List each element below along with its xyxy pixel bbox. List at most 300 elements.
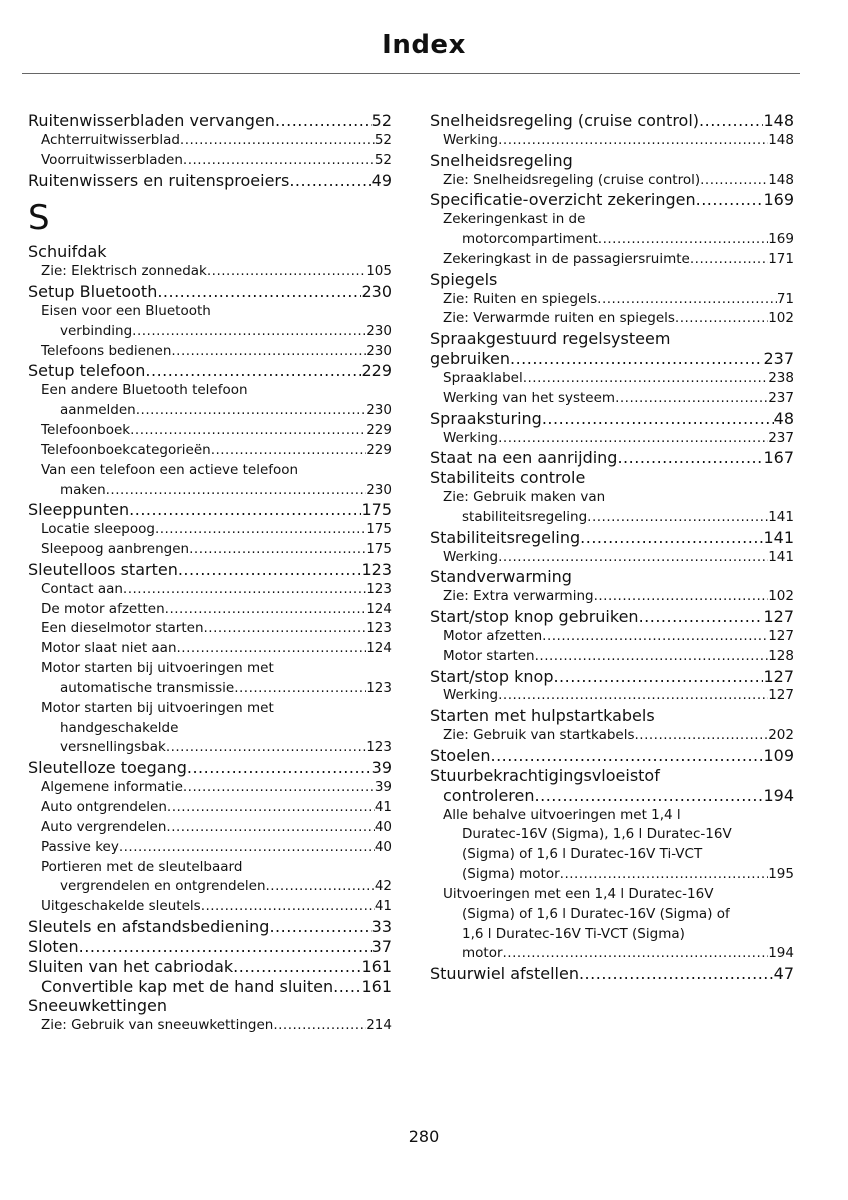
index-entry bbox=[430, 131, 794, 151]
entry-text: Standverwarming bbox=[430, 567, 572, 587]
entry-page: 48 bbox=[773, 408, 794, 428]
index-entry bbox=[28, 441, 392, 461]
index-column-right bbox=[430, 111, 794, 984]
entry-text: Telefoonboekcategorieën bbox=[41, 441, 211, 458]
entry-page: 52 bbox=[374, 151, 392, 168]
entry-page: 123 bbox=[366, 620, 392, 637]
entry-text: verbinding bbox=[60, 322, 133, 339]
index-entry bbox=[28, 917, 392, 937]
page-title: Index bbox=[382, 30, 466, 60]
entry-text: Werking bbox=[443, 429, 499, 446]
leader-dots bbox=[535, 647, 769, 667]
leader-dots bbox=[201, 897, 375, 917]
entry-page: 127 bbox=[763, 666, 794, 686]
entry-page: 161 bbox=[361, 956, 392, 976]
entry-text: (Sigma) motor bbox=[462, 866, 560, 883]
index-entry bbox=[28, 151, 392, 171]
index-entry bbox=[28, 838, 392, 858]
leader-dots bbox=[498, 131, 768, 151]
entry-text: Portieren met de sleutelbaard bbox=[41, 858, 243, 875]
index-entry bbox=[430, 548, 794, 568]
index-entry bbox=[28, 131, 392, 151]
section-letter-label: S bbox=[28, 198, 50, 239]
leader-dots bbox=[594, 587, 769, 607]
entry-text: maken bbox=[60, 481, 106, 498]
entry-page: 109 bbox=[763, 746, 794, 765]
leader-dots bbox=[183, 151, 375, 171]
index-entry bbox=[430, 786, 794, 806]
entry-text: Algemene informatie bbox=[41, 779, 183, 796]
leader-dots bbox=[491, 746, 764, 766]
leader-dots bbox=[166, 738, 366, 758]
index-entry bbox=[28, 111, 392, 131]
index-entry bbox=[430, 825, 794, 845]
entry-text: Auto vergrendelen bbox=[41, 818, 167, 835]
index-column-left bbox=[28, 111, 392, 1036]
entry-page: 128 bbox=[768, 647, 794, 664]
index-entry bbox=[28, 560, 392, 580]
entry-text: versnellingsbak bbox=[60, 739, 166, 756]
index-entry bbox=[430, 746, 794, 766]
index-entry bbox=[430, 111, 794, 131]
leader-dots bbox=[177, 639, 367, 659]
entry-text: Ruitenwisserbladen vervangen bbox=[28, 111, 275, 130]
entry-page: 71 bbox=[776, 290, 794, 307]
index-entry bbox=[430, 944, 794, 964]
index-entry bbox=[430, 667, 794, 687]
entry-page: 127 bbox=[768, 627, 794, 644]
leader-dots bbox=[266, 877, 375, 897]
entry-text: Sluiten van het cabriodak bbox=[28, 956, 234, 976]
leader-dots bbox=[498, 548, 768, 568]
entry-page: 230 bbox=[366, 402, 392, 419]
index-entry bbox=[28, 639, 392, 659]
index-entry bbox=[430, 448, 794, 468]
leader-dots bbox=[542, 409, 774, 429]
leader-dots bbox=[580, 528, 763, 548]
index-entry bbox=[430, 349, 794, 369]
leader-dots bbox=[273, 1016, 366, 1036]
entry-text: handgeschakelde bbox=[60, 719, 179, 736]
index-entry bbox=[28, 877, 392, 897]
leader-dots bbox=[535, 786, 764, 806]
entry-page: 229 bbox=[361, 361, 392, 381]
entry-text: Contact aan bbox=[41, 580, 123, 597]
index-entry bbox=[28, 778, 392, 798]
entry-text: gebruiken bbox=[430, 349, 510, 369]
entry-text: Stabiliteitsregeling bbox=[430, 527, 581, 547]
leader-dots bbox=[204, 619, 367, 639]
entry-text: Snelheidsregeling (cruise control) bbox=[430, 111, 700, 130]
leader-dots bbox=[696, 190, 764, 210]
leader-dots bbox=[275, 111, 372, 131]
entry-text: Zie: Verwarmde ruiten en spiegels bbox=[443, 310, 675, 327]
index-entry bbox=[430, 270, 794, 290]
entry-text: vergrendelen en ontgrendelen bbox=[60, 878, 266, 895]
entry-text: Locatie sleepoog bbox=[41, 521, 155, 538]
index-entry bbox=[28, 481, 392, 501]
entry-text: Stabiliteits controle bbox=[430, 468, 586, 488]
index-entry bbox=[430, 587, 794, 607]
index-entry bbox=[28, 977, 392, 997]
index-entry bbox=[430, 429, 794, 449]
entry-page: 237 bbox=[768, 389, 794, 406]
index-entry bbox=[28, 461, 392, 481]
index-entry bbox=[28, 758, 392, 778]
index-entry bbox=[28, 302, 392, 322]
entry-page: 41 bbox=[374, 799, 392, 815]
entry-page: 230 bbox=[366, 322, 392, 339]
entry-page: 39 bbox=[374, 779, 392, 796]
leader-dots bbox=[615, 389, 768, 409]
entry-text: Uitvoeringen met een 1,4 l Duratec-16V bbox=[443, 885, 714, 902]
index-entry bbox=[430, 766, 794, 786]
entry-text: Werking bbox=[443, 131, 499, 148]
entry-text: Ruitenwissers en ruitensproeiers bbox=[28, 170, 290, 190]
index-entry bbox=[430, 528, 794, 548]
leader-dots bbox=[165, 600, 367, 620]
index-entry bbox=[28, 679, 392, 699]
index-entry bbox=[28, 242, 392, 262]
entry-page: 175 bbox=[366, 521, 392, 538]
index-entry bbox=[430, 190, 794, 210]
entry-text: Stuurbekrachtigingsvloeistof bbox=[430, 765, 660, 785]
leader-dots bbox=[207, 262, 366, 282]
entry-text: Motor starten bij uitvoeringen met bbox=[41, 660, 274, 677]
entry-text: Zie: Gebruik van sneeuwkettingen bbox=[41, 1017, 274, 1034]
entry-page: 141 bbox=[763, 527, 794, 547]
leader-dots bbox=[129, 500, 361, 520]
entry-text: Sleutelloze toegang bbox=[28, 758, 187, 778]
leader-dots bbox=[699, 111, 763, 131]
entry-text: Setup telefoon bbox=[28, 361, 146, 381]
leader-dots bbox=[639, 607, 764, 627]
leader-dots bbox=[132, 322, 366, 342]
entry-text: Zekeringenkast in de bbox=[443, 211, 586, 228]
header-divider bbox=[22, 73, 800, 74]
index-entry bbox=[28, 361, 392, 381]
index-entry bbox=[28, 580, 392, 600]
entry-page: 123 bbox=[366, 580, 392, 597]
entry-text: (Sigma) of 1,6 l Duratec-16V Ti-VCT bbox=[462, 846, 703, 863]
entry-page: 102 bbox=[768, 310, 794, 327]
entry-page: 230 bbox=[366, 481, 392, 498]
entry-page: 169 bbox=[768, 231, 794, 248]
leader-dots bbox=[333, 977, 361, 997]
index-entry bbox=[28, 897, 392, 917]
entry-text: Duratec-16V (Sigma), 1,6 l Duratec-16V bbox=[462, 826, 732, 843]
entry-text: Werking bbox=[443, 687, 499, 704]
entry-page: 167 bbox=[763, 448, 794, 468]
entry-page: 237 bbox=[763, 349, 794, 369]
leader-dots bbox=[675, 309, 768, 329]
index-entry bbox=[28, 342, 392, 362]
entry-page: 148 bbox=[763, 111, 794, 130]
index-entry bbox=[28, 957, 392, 977]
leader-dots bbox=[587, 508, 768, 528]
entry-page: 202 bbox=[768, 727, 794, 744]
entry-page: 141 bbox=[768, 508, 794, 525]
page-number: 280 bbox=[408, 1127, 440, 1146]
index-entry bbox=[430, 706, 794, 726]
entry-text: Start/stop knop gebruiken bbox=[430, 607, 639, 627]
index-entry bbox=[28, 421, 392, 441]
entry-text: Achterruitwisserblad bbox=[41, 131, 180, 148]
entry-text: Sleepoog aanbrengen bbox=[41, 541, 190, 558]
index-entry bbox=[430, 369, 794, 389]
entry-page: 229 bbox=[366, 441, 392, 458]
entry-page: 39 bbox=[371, 758, 392, 778]
entry-page: 194 bbox=[763, 785, 794, 805]
entry-text: De motor afzetten bbox=[41, 600, 165, 617]
index-entry bbox=[28, 858, 392, 878]
entry-text: Een dieselmotor starten bbox=[41, 620, 204, 637]
entry-page: 123 bbox=[366, 679, 392, 696]
entry-text: Staat na een aanrijding bbox=[430, 448, 618, 468]
index-entry bbox=[430, 925, 794, 945]
entry-text: automatische transmissie bbox=[60, 679, 235, 696]
entry-text: Zie: Elektrisch zonnedak bbox=[41, 263, 207, 280]
entry-text: Sloten bbox=[28, 936, 79, 956]
entry-text: Passive key bbox=[41, 838, 119, 855]
index-entry bbox=[430, 151, 794, 171]
index-entry bbox=[28, 937, 392, 957]
entry-page: 124 bbox=[366, 640, 392, 657]
entry-page: 169 bbox=[763, 190, 794, 210]
entry-text: motorcompartiment bbox=[462, 231, 598, 248]
index-entry bbox=[28, 322, 392, 342]
index-entry bbox=[28, 500, 392, 520]
index-entry bbox=[430, 488, 794, 508]
leader-dots bbox=[617, 448, 763, 468]
entry-text: Zie: Extra verwarming bbox=[443, 588, 594, 605]
index-entry bbox=[430, 905, 794, 925]
entry-text: Zekeringkast in de passagiersruimte bbox=[443, 250, 690, 267]
entry-text: Spraaklabel bbox=[443, 369, 523, 386]
index-entry bbox=[430, 964, 794, 984]
entry-page: 52 bbox=[374, 131, 392, 148]
index-entry bbox=[28, 798, 392, 818]
index-entry bbox=[430, 329, 794, 349]
entry-page: 33 bbox=[371, 917, 392, 937]
index-entry bbox=[430, 309, 794, 329]
entry-text: Zie: Ruiten en spiegels bbox=[443, 290, 598, 307]
entry-text: Zie: Gebruik van startkabels bbox=[443, 727, 635, 744]
entry-page: 148 bbox=[768, 171, 794, 188]
entry-page: 141 bbox=[768, 548, 794, 565]
index-entry bbox=[28, 262, 392, 282]
leader-dots bbox=[180, 131, 375, 151]
leader-dots bbox=[498, 686, 768, 706]
entry-text: Stoelen bbox=[430, 746, 491, 765]
leader-dots bbox=[167, 798, 375, 818]
leader-dots bbox=[269, 917, 371, 937]
index-entry bbox=[430, 865, 794, 885]
leader-dots bbox=[155, 520, 366, 540]
entry-text: Convertible kap met de hand sluiten bbox=[41, 976, 334, 996]
entry-text: Een andere Bluetooth telefoon bbox=[41, 382, 248, 399]
entry-text: Motor starten bbox=[443, 647, 535, 664]
entry-text: controleren bbox=[443, 785, 535, 805]
index-entry bbox=[430, 250, 794, 270]
entry-page: 238 bbox=[768, 369, 794, 386]
entry-text: 1,6 l Duratec-16V Ti-VCT (Sigma) bbox=[462, 925, 685, 942]
entry-page: 47 bbox=[773, 964, 794, 984]
entry-page: 171 bbox=[768, 250, 794, 267]
entry-text: Alle behalve uitvoeringen met 1,4 l bbox=[443, 806, 681, 823]
leader-dots bbox=[560, 865, 769, 885]
leader-dots bbox=[130, 421, 366, 441]
leader-dots bbox=[171, 342, 366, 362]
entry-text: Spiegels bbox=[430, 269, 498, 289]
entry-text: Starten met hulpstartkabels bbox=[430, 706, 655, 726]
leader-dots bbox=[635, 726, 769, 746]
leader-dots bbox=[498, 429, 768, 449]
entry-text: stabiliteitsregeling bbox=[462, 508, 588, 525]
index-entry bbox=[28, 381, 392, 401]
entry-page: 124 bbox=[366, 600, 392, 617]
entry-text: Spraakgestuurd regelsysteem bbox=[430, 329, 671, 349]
entry-text: Sneeuwkettingen bbox=[28, 996, 168, 1016]
leader-dots bbox=[211, 441, 367, 461]
entry-page: 161 bbox=[361, 976, 392, 996]
index-entry bbox=[430, 210, 794, 230]
entry-page: 105 bbox=[366, 263, 392, 280]
entry-text: Telefoons bedienen bbox=[41, 342, 172, 359]
entry-page: 175 bbox=[361, 500, 392, 520]
entry-text: Stuurwiel afstellen bbox=[430, 964, 579, 984]
entry-text: Motor afzetten bbox=[443, 627, 543, 644]
entry-text: Voorruitwisserbladen bbox=[41, 151, 183, 168]
leader-dots bbox=[510, 349, 763, 369]
entry-page: 127 bbox=[763, 607, 794, 627]
entry-text: Sleutels en afstandsbediening bbox=[28, 917, 270, 937]
entry-page: 41 bbox=[374, 898, 392, 915]
index-entry bbox=[430, 647, 794, 667]
leader-dots bbox=[503, 944, 769, 964]
entry-page: 37 bbox=[371, 936, 392, 956]
index-entry bbox=[430, 726, 794, 746]
entry-text: Auto ontgrendelen bbox=[41, 799, 167, 815]
entry-page: 40 bbox=[374, 818, 392, 835]
index-entry bbox=[430, 845, 794, 865]
entry-page: 214 bbox=[366, 1017, 392, 1034]
entry-text: Werking van het systeem bbox=[443, 389, 616, 406]
entry-text: motor bbox=[462, 945, 503, 962]
entry-page: 49 bbox=[371, 170, 392, 190]
index-entry bbox=[28, 818, 392, 838]
entry-text: Zie: Snelheidsregeling (cruise control) bbox=[443, 171, 701, 188]
entry-page: 237 bbox=[768, 429, 794, 446]
entry-page: 42 bbox=[374, 878, 392, 895]
leader-dots bbox=[178, 560, 362, 580]
leader-dots bbox=[119, 838, 375, 858]
index-entry bbox=[430, 607, 794, 627]
index-entry bbox=[28, 282, 392, 302]
index-entry bbox=[430, 806, 794, 826]
leader-dots bbox=[234, 679, 366, 699]
entry-text: Sleeppunten bbox=[28, 500, 130, 520]
index-entry bbox=[430, 171, 794, 191]
entry-page: 123 bbox=[366, 739, 392, 756]
index-entry bbox=[430, 389, 794, 409]
entry-text: Setup Bluetooth bbox=[28, 282, 158, 302]
leader-dots bbox=[145, 361, 361, 381]
entry-text: Eisen voor een Bluetooth bbox=[41, 302, 211, 319]
index-entry bbox=[430, 686, 794, 706]
entry-text: Motor starten bij uitvoeringen met bbox=[41, 699, 274, 716]
leader-dots bbox=[700, 171, 768, 191]
index-entry bbox=[430, 468, 794, 488]
index-entry bbox=[28, 619, 392, 639]
index-entry bbox=[28, 738, 392, 758]
leader-dots bbox=[187, 758, 372, 778]
entry-text: Schuifdak bbox=[28, 242, 107, 262]
leader-dots bbox=[690, 250, 768, 270]
index-entry bbox=[28, 401, 392, 421]
leader-dots bbox=[79, 937, 372, 957]
entry-text: Start/stop knop bbox=[430, 666, 554, 686]
index-entry bbox=[28, 719, 392, 739]
leader-dots bbox=[523, 369, 769, 389]
leader-dots bbox=[233, 957, 361, 977]
entry-page: 194 bbox=[768, 945, 794, 962]
entry-text: Specificatie-overzicht zekeringen bbox=[430, 190, 696, 210]
leader-dots bbox=[123, 580, 366, 600]
entry-text: Van een telefoon een actieve telefoon bbox=[41, 461, 299, 478]
entry-page: 148 bbox=[768, 131, 794, 148]
leader-dots bbox=[289, 171, 371, 191]
entry-text: Sleutelloos starten bbox=[28, 559, 178, 579]
leader-dots bbox=[189, 540, 366, 560]
leader-dots bbox=[166, 818, 374, 838]
index-entry bbox=[28, 1016, 392, 1036]
entry-page: 127 bbox=[768, 687, 794, 704]
index-entry bbox=[28, 699, 392, 719]
leader-dots bbox=[579, 964, 774, 984]
leader-dots bbox=[157, 282, 361, 302]
entry-text: Uitgeschakelde sleutels bbox=[41, 898, 201, 915]
leader-dots bbox=[597, 290, 777, 310]
entry-page: 52 bbox=[371, 111, 392, 130]
entry-page: 102 bbox=[768, 588, 794, 605]
index-entry bbox=[28, 540, 392, 560]
index-entry bbox=[430, 567, 794, 587]
section-letter bbox=[28, 190, 392, 242]
entry-page: 230 bbox=[361, 282, 392, 302]
index-entry bbox=[28, 659, 392, 679]
entry-page: 40 bbox=[374, 838, 392, 855]
entry-page: 175 bbox=[366, 541, 392, 558]
entry-text: Motor slaat niet aan bbox=[41, 640, 177, 657]
index-entry bbox=[430, 290, 794, 310]
entry-text: aanmelden bbox=[60, 402, 136, 419]
entry-text: Telefoonboek bbox=[41, 421, 131, 438]
entry-text: Zie: Gebruik maken van bbox=[443, 489, 606, 506]
entry-page: 229 bbox=[366, 421, 392, 438]
entry-page: 123 bbox=[361, 559, 392, 579]
index-entry bbox=[28, 520, 392, 540]
leader-dots bbox=[598, 230, 768, 250]
index-entry bbox=[28, 171, 392, 191]
index-entry bbox=[430, 230, 794, 250]
leader-dots bbox=[542, 627, 768, 647]
leader-dots bbox=[136, 401, 366, 421]
leader-dots bbox=[553, 667, 763, 687]
entry-page: 195 bbox=[768, 866, 794, 883]
entry-text: Werking bbox=[443, 548, 499, 565]
index-entry bbox=[430, 627, 794, 647]
